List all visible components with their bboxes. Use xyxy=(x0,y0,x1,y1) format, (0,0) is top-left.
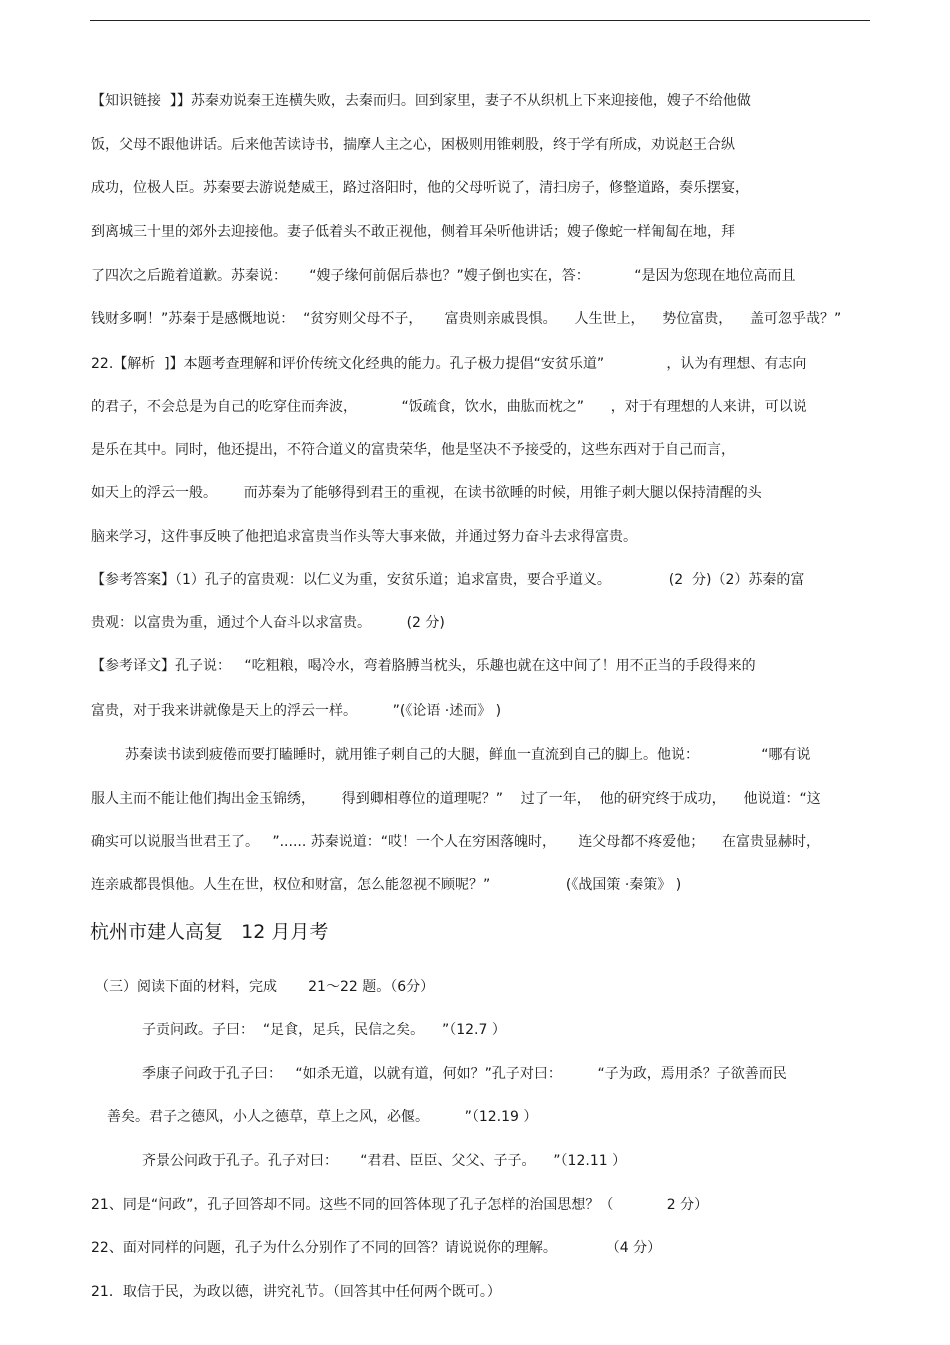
analysis-line: 脑来学习，这件事反映了他把追求富贵当作头等大事来做，并通过努力奋斗去求得富贵。 xyxy=(91,529,637,545)
translation-line: 苏秦读书读到疲倦而要打瞌睡时，就用锥子刺自己的大腿，鲜血一直流到自己的脚上。他说： “哪有说 xyxy=(125,747,811,763)
translation-line: 服人主而不能让他们掏出金玉锦绣， 得到卿相尊位的道理呢？” 过了一年， 他的研究终于成功， 他说道：“这 xyxy=(91,791,821,807)
passage-line: 子贡问政。子曰： “足食，足兵，民信之矣。 ”（12.7 ） xyxy=(142,1022,506,1038)
question-22: 22、面对同样的问题，孔子为什么分别作了不同的回答？请说说你的理解。 （4 分） xyxy=(91,1240,662,1256)
section-intro: （三）阅读下面的材料，完成 21～22 题。（6分） xyxy=(95,979,435,995)
passage-line: 季康子问政于孔子曰： “如杀无道，以就有道，何如？”孔子对曰： “子为政，焉用杀？子欲善而民 xyxy=(142,1066,787,1082)
reference-answer-line: 【参考答案】（1）孔子的富贵观：以仁义为重，安贫乐道；追求富贵，要合乎道义。 (2 分)（2）苏秦的富 xyxy=(91,572,805,588)
knowledge-link-line: 了四次之后跪着道歉。苏秦说： “嫂子缘何前倨后恭也？”嫂子倒也实在，答： “是因为您现在地位高而且 xyxy=(91,268,796,284)
translation-line: 确实可以说服当世君王了。 ”...... 苏秦说道：“哎！一个人在穷困落魄时， 连父母都不疼爱他； 在富贵显赫时， xyxy=(91,834,821,850)
analysis-line: 如天上的浮云一般。 而苏秦为了能够得到君王的重视，在读书欲睡的时候，用锥子刺大腿以保持清醒的头 xyxy=(91,485,762,501)
translation-line: 【参考译文】孔子说： “吃粗粮，喝冷水，弯着胳膊当枕头，乐趣也就在这中间了！用不正当的手段得来的 xyxy=(91,658,756,674)
passage-line: 齐景公问政于孔子。孔子对曰： “君君、臣臣、父父、子子。 ”（12.11 ） xyxy=(142,1153,627,1169)
top-rule xyxy=(90,20,870,21)
translation-line: 连亲戚都畏惧他。人生在世，权位和财富，怎么能忽视不顾呢？” (《战国策 ·秦策》 ) xyxy=(91,877,682,893)
answer-21: 21．取信于民，为政以德，讲究礼节。（回答其中任何两个既可。） xyxy=(91,1284,501,1300)
reference-answer-line: 贵观：以富贵为重，通过个人奋斗以求富贵。 (2 分) xyxy=(91,615,445,631)
knowledge-link-line: 成功，位极人臣。苏秦要去游说楚威王，路过洛阳时，他的父母听说了，清扫房子，修整道路，奏乐摆宴， xyxy=(91,180,749,196)
knowledge-link-line: 到离城三十里的郊外去迎接他。妻子低着头不敢正视他，侧着耳朵听他讲话；嫂子像蛇一样匍匐在地，拜 xyxy=(91,224,735,240)
knowledge-link-line: 【知识链接 】】苏秦劝说秦王连横失败，去秦而归。回到家里，妻子不从织机上下来迎接他，嫂子不给他做 xyxy=(91,93,751,109)
translation-line: 富贵，对于我来讲就像是天上的浮云一样。 ”(《论语 ·述而》 ) xyxy=(91,703,502,719)
exam-heading: 杭州市建人高复 12 月月考 xyxy=(90,921,329,943)
analysis-line: 是乐在其中。同时，他还提出，不符合道义的富贵荣华，他是坚决不予接受的，这些东西对于自己而言， xyxy=(91,442,735,458)
analysis-line: 的君子，不会总是为自己的吃穿住而奔波， “饭疏食，饮水，曲肱而枕之” ，对于有理想的人来讲，可以说 xyxy=(91,399,807,415)
passage-line: 善矣。君子之德风，小人之德草，草上之风，必偃。 ”（12.19 ） xyxy=(107,1109,538,1125)
question-21: 21、同是“问政”，孔子回答却不同。这些不同的回答体现了孔子怎样的治国思想？（ 2 分） xyxy=(91,1197,709,1213)
analysis-line: 22.【解析 ]】本题考查理解和评价传统文化经典的能力。孔子极力提倡“安贫乐道” ，认为有理想、有志向 xyxy=(91,356,807,372)
knowledge-link-line: 钱财多啊！”苏秦于是感慨地说： “贫穷则父母不子， 富贵则亲戚畏惧。 人生世上， 势位富贵， 盖可忽乎哉？” xyxy=(91,311,842,327)
knowledge-link-line: 饭，父母不跟他讲话。后来他苦读诗书，揣摩人主之心，困极则用锥刺股，终于学有所成，劝说赵王合纵 xyxy=(91,137,735,153)
